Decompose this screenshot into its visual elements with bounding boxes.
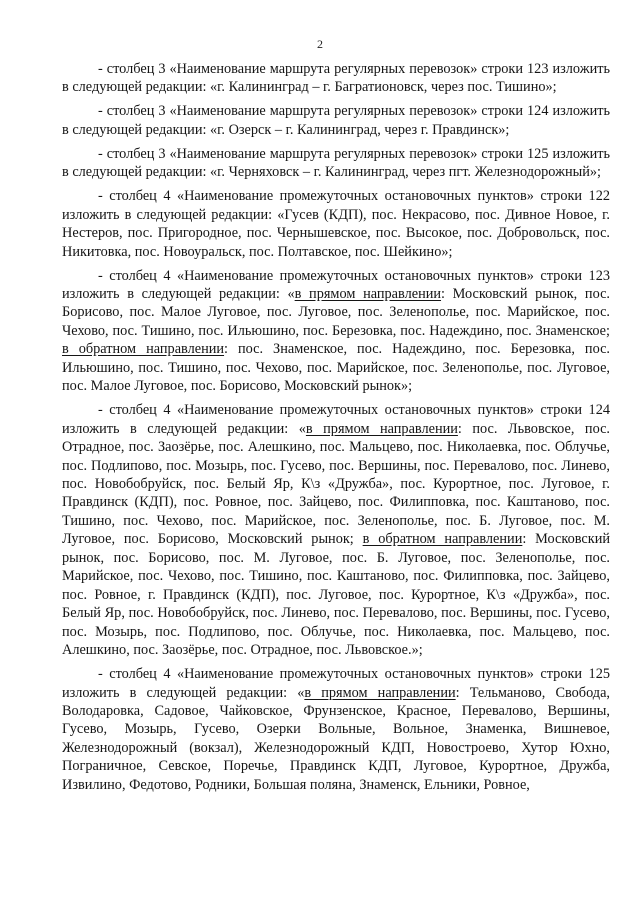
forward-direction-label: в прямом направлении: [305, 420, 458, 437]
forward-stops: : Московский рынок, пос. Борисово, пос. Малое Луговое, пос. Луговое, пос. Зеленополье, пос. Марийское, пос. Чехово, пос. Тишино, пос. Ильюшино, пос. Березовка, пос. Надеждино, пос. Знаменское;: [62, 285, 610, 339]
document-body: [62, 60, 610, 794]
reverse-direction-label: в обратном направлении: [62, 341, 225, 358]
amendment-paragraph-5: [62, 267, 610, 396]
reverse-stops: : Московский рынок, пос. Борисово, пос. М. Луговое, пос. Б. Луговое, пос. Зеленополье, пос. Марийское, пос. Чехово, пос. Тишино, пос. Каштаново, пос. Филипповка, пос. Зайцево, пос. Ровное, г. Правдинск (КДП), пос. Луговое, пос. Курортное, К\з «Дружба», пос. Белый Яр, пос. Новобобруйск, пос. Линево, пос. Перевалово, пос. Вершины, пос. Гусево, пос. Мозырь, пос. Подлипово, пос. Облучье, пос. Николаевка, пос. Мальцево, пос. Алешкино, пос. Заозёрье, пос. Отрадное, пос. Львовское.»;: [62, 531, 610, 659]
reverse-direction-label: в обратном направлении: [362, 531, 523, 548]
paragraph-intro: - столбец 4 «Наименование промежуточных остановочных пунктов» строки 124 изложить в следующей редакции: «: [62, 402, 610, 437]
amendment-paragraph-7: [62, 665, 610, 794]
page-number: 2: [317, 37, 323, 51]
amendment-paragraph-1: - столбец 3 «Наименование маршрута регулярных перевозок» строки 123 изложить в следующей редакции: «г. Калининград – г. Багратионовск, через пос. Тишино»;: [62, 61, 610, 96]
amendment-paragraph-4: - столбец 4 «Наименование промежуточных остановочных пунктов» строки 122 изложить в следующей редакции: «Гусев (КДП), пос. Некрасово, пос. Дивное Новое, г. Нестеров, пос. Пригородное, пос. Чернышевское, пос. Высокое, пос. Добровольск, пос. Никитовка, пос. Новоуральск, пос. Полтавское, пос. Шейкино»;: [62, 188, 610, 260]
forward-stops: : пос. Львовское, пос. Отрадное, пос. Заозёрье, пос. Алешкино, пос. Мальцево, пос. Николаевка, пос. Облучье, пос. Подлипово, пос. Мозырь, пос. Гусево, пос. Вершины, пос. Перевалово, пос. Линево, пос. Новобобруйск, пос. Белый Яр, К\з «Дружба», пос. Курортное, пос. Луговое, г. Правдинск (КДП), пос. Ровное, пос. Зайцево, пос. Филипповка, пос. Каштаново, пос. Тишино, пос. Чехово, пос. Марийское, пос. Зеленополье, пос. Б. Луговое, пос. М. Луговое, пос. Борисово, Московский рынок;: [62, 420, 610, 548]
forward-direction-label: в прямом направлении: [304, 684, 456, 701]
reverse-stops: : пос. Знаменское, пос. Надеждино, пос. Березовка, пос. Ильюшино, пос. Тишино, пос. Чехово, пос. Марийское, пос. Зеленополье, пос. Луговое, пос. Малое Луговое, пос. Борисово, Московский рынок»;: [62, 341, 611, 395]
amendment-paragraph-2: - столбец 3 «Наименование маршрута регулярных перевозок» строки 124 изложить в следующей редакции: «г. Озерск – г. Калининград, через г. Правдинск»;: [62, 103, 610, 138]
paragraph-intro: - столбец 4 «Наименование промежуточных остановочных пунктов» строки 125 изложить в следующей редакции: «: [62, 666, 610, 701]
forward-direction-label: в прямом направлении: [294, 285, 442, 302]
paragraph-intro: - столбец 4 «Наименование промежуточных остановочных пунктов» строки 123 изложить в следующей редакции: «: [62, 267, 610, 302]
amendment-paragraph-3: - столбец 3 «Наименование маршрута регулярных перевозок» строки 125 изложить в следующей редакции: «г. Черняховск – г. Калининград, через пгт. Железнодорожный»;: [62, 145, 610, 181]
forward-stops: : Тельманово, Свобода, Володаровка, Садовое, Чайковское, Фрунзенское, Красное, Перевалово, Вершины, Гусево, Мозырь, Гусево, Озерки Вольные, Вольное, Знаменка, Вишневое, Железнодорожный (вокзал), Железнодорожный КДП, Новостроево, Хутор Юхно, Пограничное, Севское, Поречье, Правдинск КДП, Луговое, Курортное, Дружба, Извилино, Федотово, Родники, Большая поляна, Знаменск, Ельники, Ровное,: [62, 684, 610, 793]
amendment-paragraph-6: [62, 401, 610, 659]
